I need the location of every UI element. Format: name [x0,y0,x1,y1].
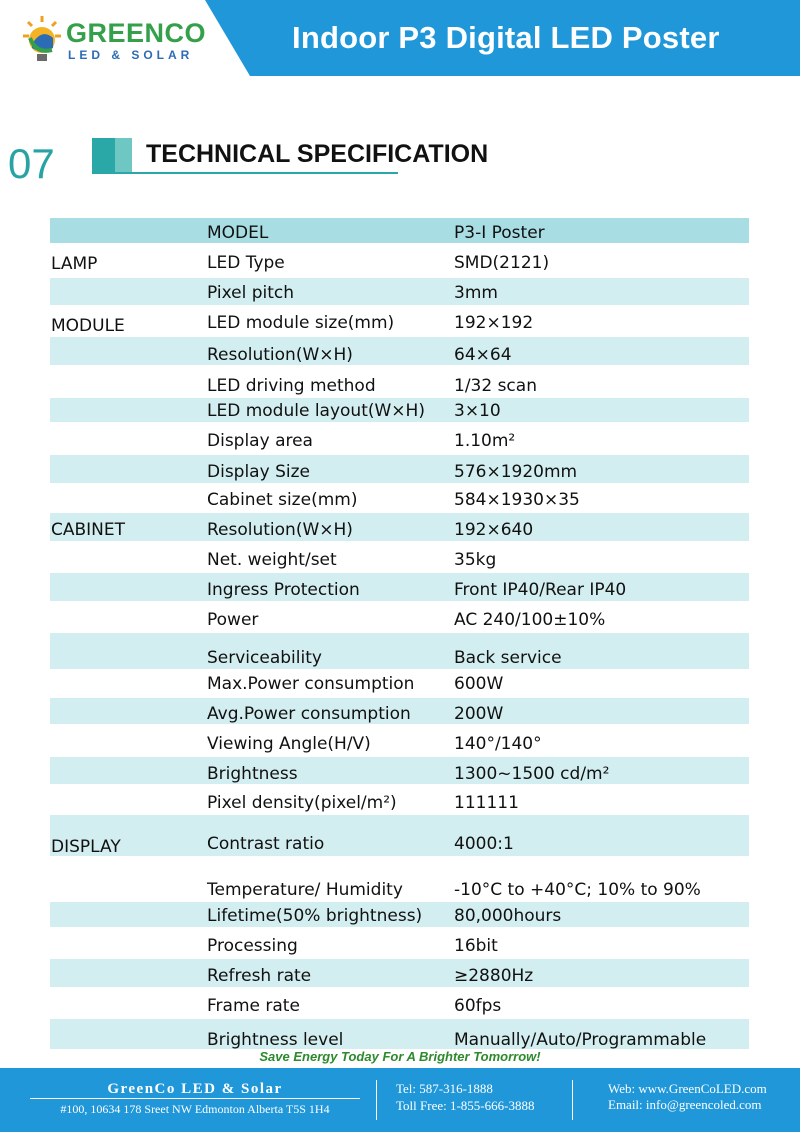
company-logo [22,12,212,68]
spec-name: Avg.Power consumption [207,704,411,724]
spec-name: Processing [207,936,298,956]
footer-tollfree: Toll Free: 1-855-666-3888 [396,1098,535,1113]
footer-address: #100, 10634 178 Sreet NW Edmonton Alberta T5S 1H4 [60,1102,330,1116]
spec-value: 192×640 [454,520,534,540]
spec-value: Back service [454,648,562,668]
spec-value: Manually/Auto/Programmable [454,1030,707,1050]
spec-value: 192×192 [454,313,534,333]
table-stripe [50,513,749,541]
spec-name: Contrast ratio [207,834,325,854]
spec-value: 576×1920mm [454,462,578,482]
spec-name: Serviceability [207,648,322,668]
spec-name: Net. weight/set [207,550,337,570]
spec-value: 111111 [454,793,519,813]
section-underline [92,172,398,174]
spec-name: Pixel pitch [207,283,295,303]
spec-value: 35kg [454,550,497,570]
spec-value: SMD(2121) [454,253,550,273]
spec-value: 200W [454,704,504,724]
footer-divider [572,1080,573,1120]
spec-name: Brightness [207,764,298,784]
spec-name: Ingress Protection [207,580,360,600]
spec-name: Power [207,610,259,630]
spec-name: LED driving method [207,376,376,396]
spec-value: 584×1930×35 [454,490,580,510]
spec-name: LED Type [207,253,285,273]
spec-value: 4000:1 [454,834,514,854]
logo-wordmark: GREENCO [66,18,207,48]
spec-name: Viewing Angle(H/V) [207,734,371,754]
spec-value: Front IP40/Rear IP40 [454,580,627,600]
footer-company-name: GreenCo LED & Solar [107,1081,283,1097]
spec-name: Brightness level [207,1030,344,1050]
spec-value: AC 240/100±10% [454,610,606,630]
section-marker-accent [115,138,132,172]
spec-name: Resolution(W×H) [207,345,353,365]
category-lamp: LAMP [51,254,98,274]
spec-value: -10°C to +40°C; 10% to 90% [454,880,701,900]
spec-name: Refresh rate [207,966,312,986]
spec-name: Cabinet size(mm) [207,490,358,510]
table-stripe [50,218,749,243]
page-title: Indoor P3 Digital LED Poster [292,20,720,55]
spec-name: Display area [207,431,313,451]
footer-tel: Tel: 587-316-1888 [396,1081,493,1096]
table-stripe [50,278,749,305]
spec-value: ≥2880Hz [454,966,534,986]
section-number: 07 [8,140,55,187]
spec-value: 1.10m² [454,431,516,451]
table-stripe [50,815,749,856]
spec-name: LED module size(mm) [207,313,395,333]
category-module: MODULE [51,316,125,336]
spec-value: 3mm [454,283,498,303]
spec-value: 140°/140° [454,734,542,754]
spec-value: P3-I Poster [454,223,545,243]
footer-web-link[interactable]: Web: www.GreenCoLED.com [608,1081,767,1096]
page-footer [0,1068,800,1132]
page-header [0,0,800,76]
footer-divider [376,1080,377,1120]
logo-tagline: LED & SOLAR [68,48,194,62]
spec-value: 16bit [454,936,498,956]
table-stripe [50,573,749,601]
spec-name: Temperature/ Humidity [207,880,403,900]
spec-name: Frame rate [207,996,300,1016]
spec-value: 1300~1500 cd/m² [454,764,610,784]
spec-value: 3×10 [454,401,501,421]
table-stripe [50,633,749,669]
spec-name: MODEL [207,223,269,243]
spec-name: Max.Power consumption [207,674,415,694]
spec-name: Resolution(W×H) [207,520,353,540]
table-stripe [50,959,749,987]
category-display: DISPLAY [51,837,121,857]
spec-name: Display Size [207,462,310,482]
spec-name: Pixel density(pixel/m²) [207,793,397,813]
spec-value: 64×64 [454,345,512,365]
table-stripe [50,757,749,784]
spec-value: 1/32 scan [454,376,537,396]
spec-name: LED module layout(W×H) [207,401,425,421]
spec-value: 60fps [454,996,502,1016]
spec-value: 80,000hours [454,906,562,926]
footer-email-link[interactable]: Email: info@greencoled.com [608,1097,762,1112]
slogan: Save Energy Today For A Brighter Tomorrow! [259,1049,541,1064]
footer-company-underline [30,1098,360,1099]
category-cabinet: CABINET [51,520,126,540]
spec-name: Lifetime(50% brightness) [207,906,423,926]
spec-value: 600W [454,674,504,694]
table-stripe [50,337,749,365]
sun-bulb-icon [22,14,66,66]
table-stripe [50,455,749,483]
section-title: TECHNICAL SPECIFICATION [146,140,489,168]
